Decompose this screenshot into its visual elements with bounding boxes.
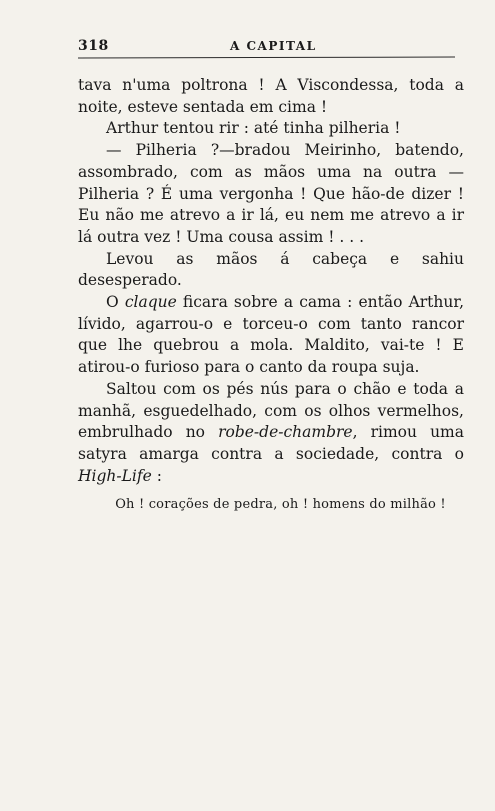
text-run: Saltou com os pés nús para o chão e toda a manhã, esguedelhado, com os olhos vermelhos, embrulhado no	[78, 379, 464, 442]
text-run: — Pilheria ?—bradou Meirinho, batendo, assombrado, com as mãos uma na outra — Pilheria ? É uma vergonha ! Que hão-de dizer ! Eu não me atrevo a ir lá, eu nem me atrevo a ir lá outra vez ! Uma cousa assim ! . . .	[78, 141, 464, 246]
text-run: :	[151, 466, 162, 485]
paragraph	[78, 379, 464, 488]
paragraph	[78, 75, 464, 118]
verse-line	[0, 497, 495, 512]
paragraph	[78, 118, 464, 140]
italic-term: claque	[124, 293, 177, 312]
page-header	[78, 38, 455, 58]
text-run: Levou as mãos á cabeça e sahiu desesperado.	[78, 249, 464, 290]
text-run: O	[106, 293, 125, 312]
paragraph	[78, 249, 464, 292]
text-run: Arthur tentou rir : até tinha pilheria !	[106, 119, 401, 138]
page-number: 318	[78, 38, 109, 54]
text-run: tava n'uma poltrona ! A Viscondessa, toda a noite, esteve sentada em cima !	[78, 76, 464, 116]
paragraph	[78, 140, 464, 249]
text-run: ficara sobre a cama : então Arthur, lívido, agarrou-o e torceu-o com tanto rancor que lhe quebrou a mola. Maldito, vai-te ! E atirou-o furioso para o canto da roupa suja.	[78, 293, 464, 377]
paragraph	[78, 292, 464, 379]
running-title: A CAPITAL	[230, 39, 317, 53]
verse-text: Oh ! corações de pedra, oh ! homens do milhão !	[115, 497, 446, 512]
italic-term: High-Life	[78, 466, 152, 485]
body-text	[78, 75, 464, 487]
header-rule	[78, 57, 455, 59]
text-run: , rimou uma satyra amarga contra a sociedade, contra o	[78, 423, 464, 463]
italic-term: robe-de-chambre	[218, 423, 353, 442]
